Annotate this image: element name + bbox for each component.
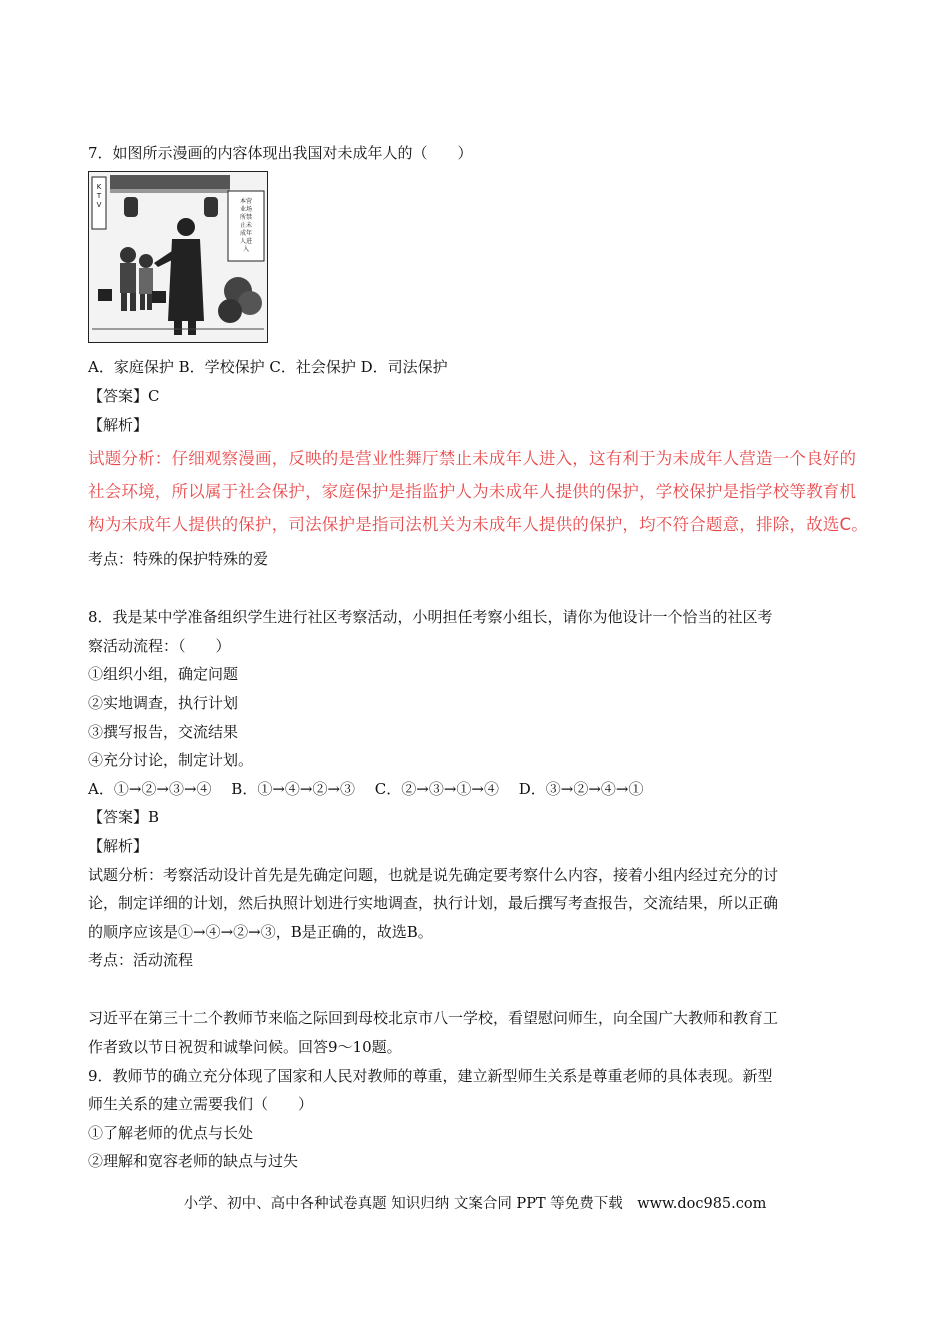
sign-line-6: 人进 [239, 238, 253, 245]
q9-item-2: ②理解和宽容老师的缺点与过失 [88, 1152, 299, 1170]
q8-analysis-line-2: 论，制定详细的计划，然后执照计划进行实地调查，执行计划，最后撰写考查报告，交流结果，所以正确 [88, 894, 779, 912]
sign-line-7: 入 [242, 246, 250, 253]
intro-line-1: 习近平在第三十二个教师节来临之际回到母校北京市八一学校，看望慰问师生，向全国广大教师和教育工 [88, 1009, 779, 1027]
sign-line-5: 成年 [239, 230, 253, 237]
q7-analysis-label: 【解析】 [88, 416, 149, 434]
q8-analysis-line-1: 试题分析：考察活动设计首先是先确定问题，也就是说先确定要考察什么内容，接着小组内经过充分的讨 [88, 866, 779, 884]
q7-options: A．家庭保护 B．学校保护 C．社会保护 D．司法保护 [88, 358, 448, 376]
sign-line-4: 止未 [239, 222, 253, 229]
q8-item-1: ①组织小组，确定问题 [88, 665, 239, 683]
q8-item-3: ③撰写报告，交流结果 [88, 723, 239, 741]
q8-question-line-1: 8．我是某中学准备组织学生进行社区考察活动，小明担任考察小组长，请你为他设计一个恰当的社区考 [88, 608, 773, 626]
q8-question-line-2: 察活动流程：（ ） [88, 637, 231, 655]
sign-line-1: 本营 [239, 198, 253, 205]
q8-topic: 考点：活动流程 [88, 951, 194, 969]
q8-analysis-line-3: 的顺序应该是①→④→②→③，B是正确的，故选B。 [88, 923, 433, 941]
q8-analysis-label: 【解析】 [88, 837, 149, 855]
ktv-sign: K T V [96, 183, 102, 209]
q9-question-line-1: 9．教师节的确立充分体现了国家和人民对教师的尊重，建立新型师生关系是尊重老师的具体表现。新型 [88, 1067, 773, 1085]
q7-question: 7．如图所示漫画的内容体现出我国对未成年人的（ ） [88, 144, 473, 162]
sign-line-3: 所禁 [239, 214, 253, 221]
q8-item-2: ②实地调查，执行计划 [88, 694, 239, 712]
q7-analysis-line-3: 构为未成年人提供的保护，司法保护是指司法机关为未成年人提供的保护，均不符合题意，排除，故选C。 [88, 515, 868, 534]
q9-question-line-2: 师生关系的建立需要我们（ ） [88, 1095, 314, 1113]
sign-line-2: 业场 [239, 206, 253, 213]
q7-analysis-line-2: 社会环境，所以属于社会保护，家庭保护是指监护人为未成年人提供的保护，学校保护是指学校等教育机 [88, 482, 857, 501]
q8-answer: 【答案】B [88, 808, 160, 826]
q9-item-1: ①了解老师的优点与长处 [88, 1124, 254, 1142]
q7-topic: 考点：特殊的保护特殊的爱 [88, 550, 269, 568]
q8-item-4: ④充分讨论，制定计划。 [88, 751, 254, 769]
page-footer: 小学、初中、高中各种试卷真题 知识归纳 文案合同 PPT 等免费下载 www.doc985.com [183, 1196, 767, 1212]
cartoon-image [88, 171, 268, 343]
q7-answer: 【答案】C [88, 387, 160, 405]
intro-line-2: 作者致以节日祝贺和诚挚问候。回答9～10题。 [88, 1038, 402, 1056]
q8-options: A．①→②→③→④ B．①→④→②→③ C．②→③→①→④ D．③→②→④→① [88, 780, 644, 798]
q7-analysis-line-1: 试题分析：仔细观察漫画，反映的是营业性舞厅禁止未成年人进入，这有利于为未成年人营造一个良好的 [88, 449, 857, 468]
